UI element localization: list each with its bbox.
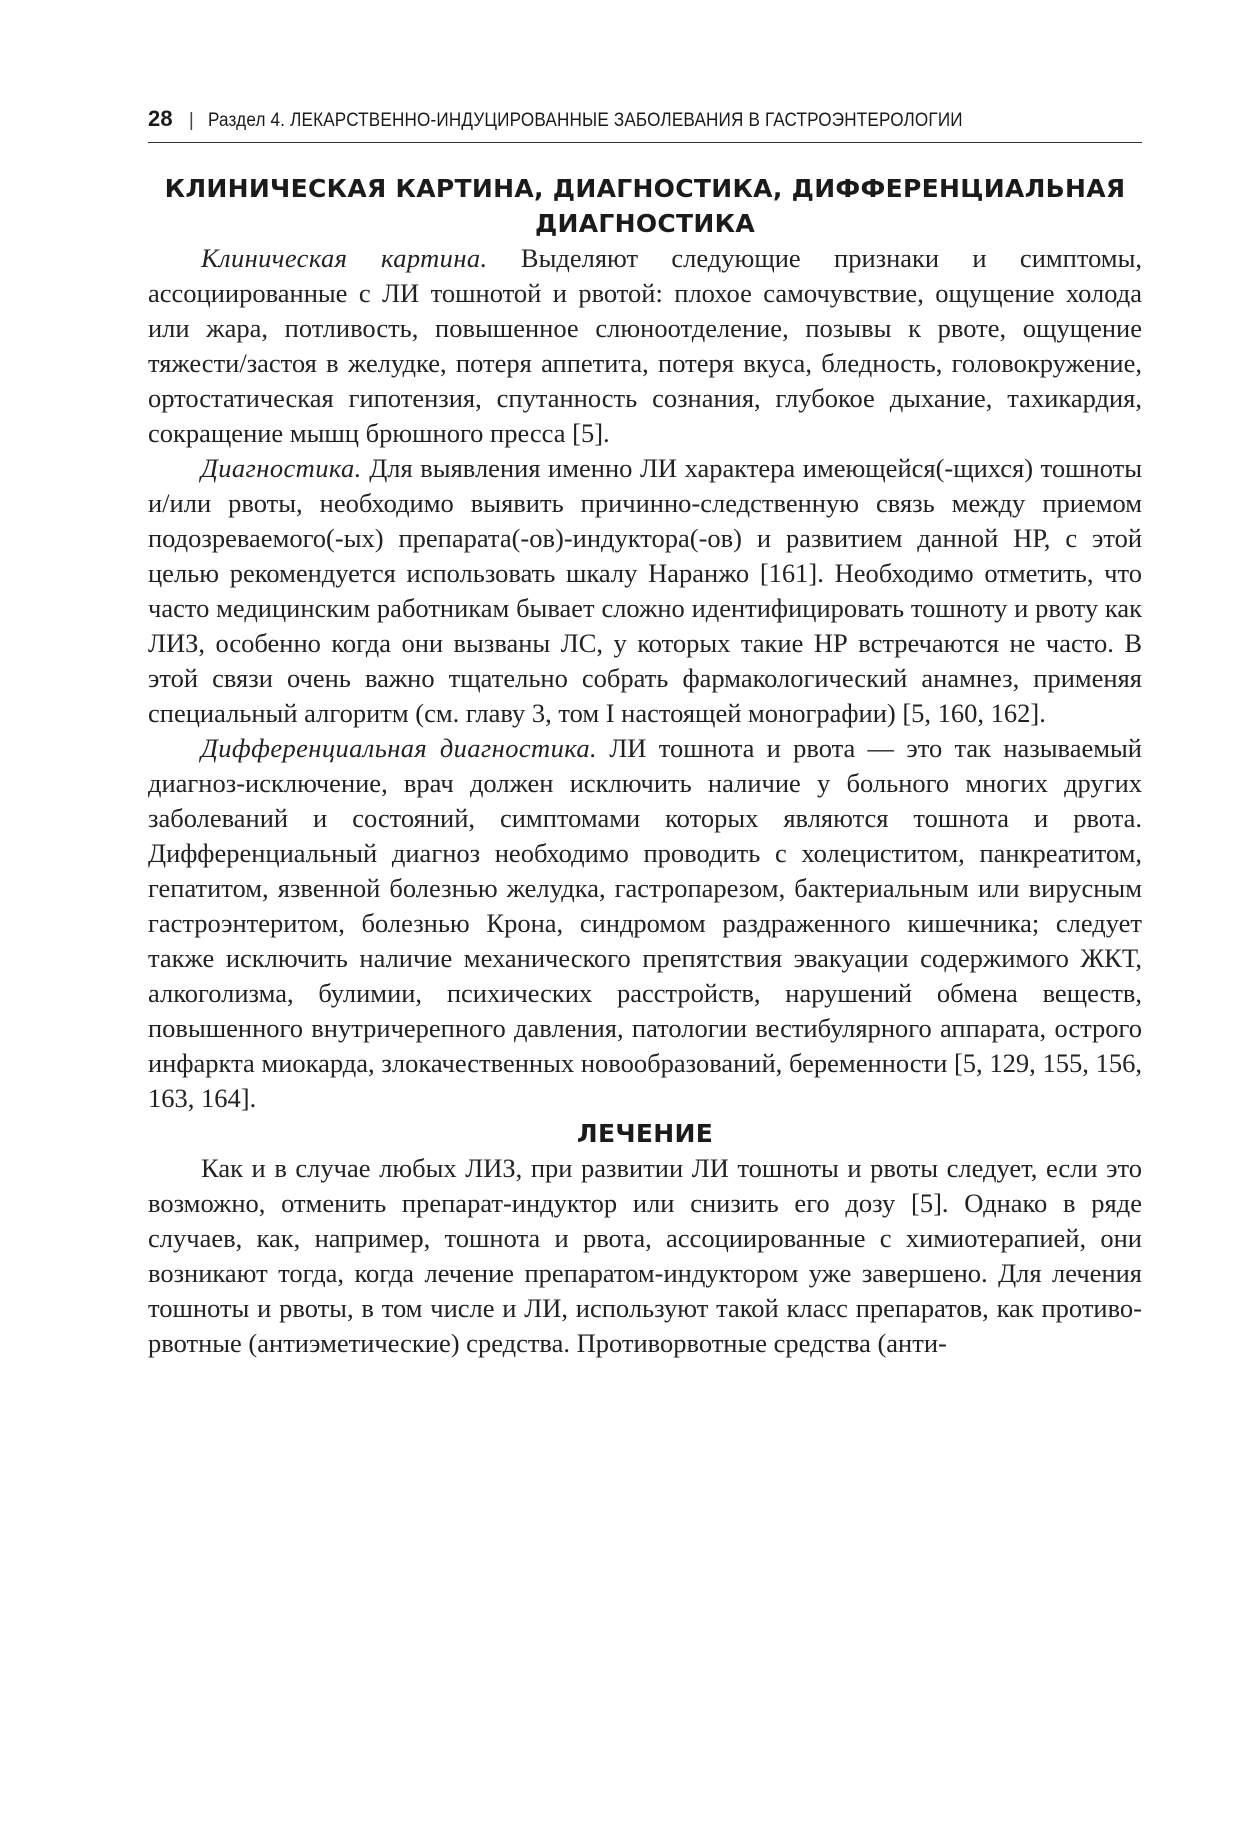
section-heading-clinical [148,171,1142,241]
running-title: Раздел 4. ЛЕКАРСТВЕННО-ИНДУЦИРОВАННЫЕ ЗАБОЛЕВАНИЯ В ГАСТРОЭНТЕРОЛОГИИ [208,110,963,131]
section-heading-treatment: ЛЕЧЕНИЕ [576,1119,714,1148]
section-heading-line-2: ДИАГНОСТИКА [534,209,756,238]
paragraph-text: Как и в случае любых ЛИЗ, при развитии ЛИ тошноты и рвоты следует, если это возможно, отменить препарат-индуктор или снизить его дозу [5]. Однако в ряде случаев, как, например, тошнота и рвота, ассоциированные с химиотерапией, они возникают тогда, когда лечение препаратом-индуктором уже завершено. Для лечения тошноты и рвоты, в том числе и ЛИ, используют такой класс препаратов, как противорвотные (антиэметические) средства. Противорвотные средства (анти- [148,1153,1142,1358]
paragraph-text: Для выявления именно ЛИ характера имеющейся(-щихся) тошноты и/или рвоты, необходимо выявить причинно-следственную связь между приемом подозреваемого(-ых) препарата(-ов)-индуктора(-ов) и развитием данной НР, с этой целью рекомендуется использовать шкалу Наранжо [161]. Необходимо отметить, что часто медицинским работникам бывает сложно идентифицировать тошноту и рвоту как ЛИЗ, особенно когда они вызваны ЛС, у которых такие НР встречаются не часто. В этой связи очень важно тщательно собрать фармакологический анамнез, применяя специальный алгоритм (см. главу 3, том I настоящей монографии) [5, 160, 162]. [148,453,1142,728]
paragraph-text: Выделяют следующие признаки и симптомы, ассоциированные с ЛИ тошнотой и рвотой: плохое самочувствие, ощущение холода или жара, потливость, повышенное слюноотделение, позывы к рвоте, ощущение тяжести/застоя в желудке, потеря аппетита, потеря вкуса, бледность, головокружение, ортостатическая гипотензия, спутанность сознания, глубокое дыхание, тахикардия, сокращение мышц брюшного пресса [5]. [148,243,1143,448]
running-header [148,106,1142,143]
paragraph-lead: Диагностика. [201,453,362,483]
paragraph-diagnostics [148,451,1142,731]
paragraph-differential [148,731,1142,1116]
section-heading-line-1: КЛИНИЧЕСКАЯ КАРТИНА, ДИАГНОСТИКА, ДИФФЕРЕНЦИАЛЬНАЯ [164,174,1126,203]
header-separator: | [188,110,195,131]
paragraph-text: ЛИ тошнота и рвота — это так называемый диагноз-исключение, врач должен исключить наличие у больного многих других заболеваний и состояний, симптомами которых являются тошнота и рвота. Дифференциальный диагноз необходимо проводить с холециститом, панкреатитом, гепатитом, язвенной болезнью желудка, гастропарезом, бактериальным или вирусным гастроэнтеритом, болезнью Крона, синдромом раздраженного кишечника; следует также исключить наличие механического препятствия эвакуации содержимого ЖКТ, алкоголизма, булимии, психических расстройств, нарушений обмена веществ, повышенного внутричерепного давления, патологии вестибулярного аппарата, острого инфаркта миокарда, злокачественных новообразований, беременности [5, 129, 155, 156, 163, 164]. [148,733,1142,1113]
paragraph-treatment [148,1151,1142,1361]
book-page [148,106,1142,1361]
page-number: 28 [148,106,173,131]
paragraph-clinical-picture [148,241,1142,451]
paragraph-lead: Дифференциальная диагностика. [201,733,598,763]
paragraph-lead: Клиническая картина. [201,243,488,273]
